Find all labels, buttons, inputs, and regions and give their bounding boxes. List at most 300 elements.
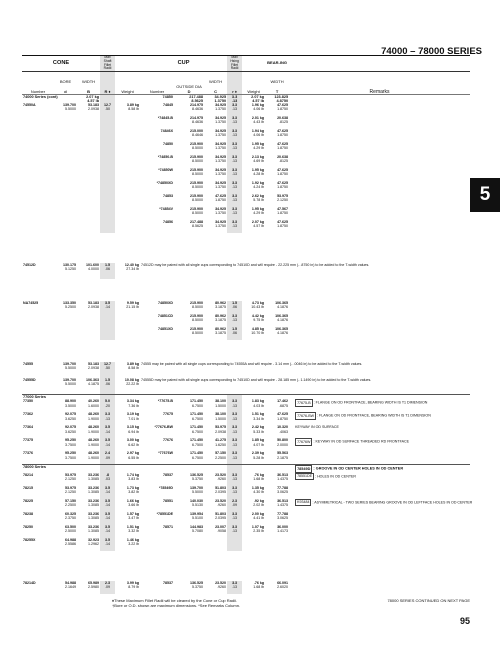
- cupwt-imperial: 4.06 lb: [253, 107, 265, 112]
- bore-metric: 139.700: [63, 362, 76, 367]
- cupwt-metric: 4.42 kg: [251, 314, 265, 319]
- table-row: [22, 181, 470, 194]
- r-metric: 1.5: [232, 327, 238, 332]
- T-imperial: 4.8750: [276, 99, 289, 104]
- r-metric: 3.3: [232, 116, 238, 121]
- cup_od-metric: 139.954: [190, 511, 204, 516]
- T-metric: 50.800: [277, 438, 289, 443]
- T-metric: 106.365: [275, 301, 289, 306]
- r-imperial: .13: [232, 584, 238, 589]
- cone-number: 78215: [23, 485, 33, 490]
- T-metric: 47.625: [277, 181, 289, 186]
- wt-imperial: 8.58 lb: [128, 366, 140, 371]
- T-metric: 66.091: [277, 580, 289, 585]
- remark-code: 77675-B: [297, 400, 311, 405]
- table-row: [22, 314, 470, 327]
- cup_w-imperial: 2.0395: [215, 515, 227, 520]
- cup_od-imperial: 5.5000: [192, 489, 204, 494]
- cup_od-metric: 215.900: [190, 207, 204, 212]
- cw-imperial: 1.3085: [88, 528, 100, 533]
- r-metric: 3.3: [231, 95, 238, 100]
- cup_od-metric: 214.975: [190, 116, 204, 121]
- wt-imperial: 27.34 lb: [126, 267, 140, 272]
- shaft-radii-header: R ♦: [100, 72, 115, 95]
- cupwt-imperial: 10.43 lb: [251, 305, 265, 310]
- wt-metric: 1.46 kg: [126, 537, 140, 542]
- bore-metric: 63.500: [65, 524, 76, 529]
- table-row: [22, 378, 470, 395]
- cupwt-metric: 1.95 kg: [251, 142, 265, 147]
- T-imperial: .8125: [279, 120, 289, 125]
- cupwt-metric: 1.83 kg: [251, 399, 265, 404]
- T-imperial: 1.8750: [277, 172, 289, 177]
- cup_w-imperial: .9260: [217, 476, 227, 481]
- bore-imperial: 5.5000: [65, 366, 76, 371]
- cup_od-imperial: 5.7080: [192, 528, 204, 533]
- r-metric: 3.3: [232, 511, 238, 516]
- cw-metric: 2.07 kg: [251, 95, 265, 100]
- r-metric: 3.3: [232, 168, 238, 173]
- T-imperial: 3.0625: [277, 515, 289, 520]
- cw-metric: 101.600: [86, 263, 100, 268]
- cup-number: *74850XD: [156, 181, 174, 186]
- cup_od-metric: 215.900: [190, 314, 204, 319]
- T-metric: 47.625: [277, 103, 289, 108]
- table-row: [22, 525, 470, 538]
- r-metric: 3.3: [232, 220, 238, 225]
- cup_w-imperial: 1.3750: [215, 133, 227, 138]
- T-imperial: 1.4375: [277, 476, 289, 481]
- T-imperial: 1.8750: [277, 211, 289, 216]
- footnotes: [112, 598, 240, 608]
- section-title: 77000 Series: [23, 395, 47, 400]
- R-metric: 3.5: [105, 524, 111, 529]
- cupwt-imperial: 4.69 lb: [253, 159, 265, 164]
- bore-metric: 54.988: [65, 580, 76, 585]
- cup-number: *78549D: [159, 485, 174, 490]
- cup_od-imperial: 8.5000: [192, 331, 204, 336]
- table-row: [22, 551, 470, 581]
- cupwt-metric: 1.95 kg: [251, 207, 265, 212]
- bore-imperial: 3.7500: [65, 442, 76, 447]
- T-metric: 106.365: [275, 314, 289, 319]
- wt-metric: 12.40 kg: [124, 263, 140, 268]
- r-imperial: .06: [232, 331, 238, 336]
- r-metric: 3.3: [232, 207, 238, 212]
- bore-metric: 88.900: [65, 399, 76, 404]
- bore-imperial: 3.5000: [65, 403, 76, 408]
- cone-number: 78238: [23, 511, 33, 516]
- cup_w-metric: 34.925: [215, 220, 227, 225]
- r-metric: 3.3: [232, 412, 238, 417]
- cup_od-metric: 136.525: [190, 580, 204, 585]
- T-metric: 36.000: [277, 524, 289, 529]
- cupwt-imperial: 4.43 lb: [253, 120, 265, 125]
- wt-metric: 1.73 kg: [126, 485, 140, 490]
- cup_od-imperial: 8.5000: [192, 198, 204, 203]
- cw-imperial: 1.9000: [88, 455, 100, 460]
- cw-imperial: 4.0000: [88, 267, 100, 272]
- R-imperial: .14: [105, 429, 111, 434]
- cw-metric: 33.236: [88, 472, 100, 477]
- cone-number-header: Number: [22, 72, 54, 95]
- cup_w-metric: 34.925: [215, 155, 227, 160]
- r-imperial: .13: [232, 455, 238, 460]
- cup_od-metric: 215.900: [190, 181, 204, 186]
- cup_od-imperial: 8.5000: [192, 146, 204, 151]
- table-row: 77375 95.250 3.7500 48.260 1.9000 3.5 .14 3.00 kg 6.62 lb 77676 171.450 6.7500 41.275 1.6250 3.3 .13 1.85 kg 4.07 lb 50.800 2.0000 77676W : KEYWAY IN OD SURFACE THREADED RD FRONTFACE: [22, 438, 470, 451]
- cup-number: 74853: [163, 194, 174, 199]
- cup_od-imperial: 8.5000: [192, 318, 204, 323]
- R-imperial: .14: [105, 442, 111, 447]
- cup_od-imperial: 6.7500: [192, 429, 204, 434]
- wt-metric: 1.66 kg: [126, 498, 140, 503]
- r-metric: 3.3: [232, 438, 238, 443]
- cup_w-imperial: 1.3750: [215, 185, 227, 190]
- T-metric: 47.625: [277, 220, 289, 225]
- bore-imperial: 3.7500: [65, 455, 76, 460]
- table-header: [22, 56, 470, 95]
- T-metric: 47.567: [277, 207, 289, 212]
- cupwt-metric: 2.01 kg: [251, 116, 265, 121]
- R-metric: 1.5: [105, 263, 111, 268]
- remark-text: FLANGE ON OD FRONTFACE, BEARING WIDTH IS T1 DIMENSION: [319, 413, 431, 418]
- r-metric: 2.3: [232, 498, 238, 503]
- cw-metric: 33.236: [88, 498, 100, 503]
- remark-text: ASYMMETRICAL - TWO SERIES BEARING GROOVE IN OD LEFTFACE HOLES IN OD CENTER: [314, 500, 473, 505]
- table-row: [22, 103, 470, 116]
- cup-number: 78537: [163, 472, 174, 477]
- cup-number: 78537: [163, 580, 174, 585]
- r-imperial: .13: [231, 99, 238, 104]
- table-row: [22, 233, 470, 263]
- bore-imperial: 2.1250: [65, 489, 76, 494]
- R-imperial: .14: [105, 528, 111, 533]
- cup_w-imperial: 1.3750: [215, 146, 227, 151]
- cupwt-imperial: 4.57 lb: [253, 224, 265, 229]
- cw-imperial: 1.2962: [88, 541, 100, 546]
- cup_w-metric: 41.275: [215, 438, 227, 443]
- cup-number: *74850W: [158, 168, 174, 173]
- wt-metric: 3.89 kg: [126, 103, 140, 108]
- T-metric: 20.638: [277, 116, 289, 121]
- R-metric: 1.5: [105, 378, 111, 383]
- T-imperial: 1.8750: [277, 224, 289, 229]
- cw-metric: 32.923: [88, 537, 100, 542]
- bore-imperial: 2.2500: [65, 502, 76, 507]
- bore-metric: 139.700: [63, 103, 76, 108]
- R-metric: 2.3: [105, 580, 111, 585]
- cup_w-metric: 23.520: [215, 472, 227, 477]
- cup_w-metric: 38.100: [215, 399, 227, 404]
- cw-imperial: 1.3085: [88, 476, 100, 481]
- cup_w-imperial: 1.5000: [215, 403, 227, 408]
- R-imperial: .14: [105, 305, 111, 310]
- cup_od-metric: 144.983: [190, 524, 204, 529]
- cup_w-imperial: 1.3750: [215, 211, 227, 216]
- T-imperial: 2.0000: [277, 442, 289, 447]
- footnote-bore: †Bore or O.D. shown are maximum dimensions. *See Remarks Column.: [112, 603, 241, 608]
- r-metric: 3.3: [232, 155, 238, 160]
- max-housing-fillet-header: Max Hsing Fillet Radii: [227, 56, 242, 72]
- cup_w-metric: 34.925: [215, 116, 227, 121]
- cup_od-metric: 139.700: [190, 485, 204, 490]
- cup_od-metric: 215.900: [190, 194, 204, 199]
- cupwt-metric: 1.94 kg: [251, 129, 265, 134]
- T-imperial: 1.4173: [277, 528, 289, 533]
- R-imperial: .03: [105, 476, 111, 481]
- r-metric: 3.3: [232, 314, 238, 319]
- cup_w-imperial: 3.1875: [215, 318, 227, 323]
- T-metric: 77.788: [277, 485, 289, 490]
- cupwt-metric: 1.96 kg: [251, 103, 265, 108]
- cw-imperial: 1.6000: [88, 403, 100, 408]
- r-imperial: .13: [232, 185, 238, 190]
- table-row: [22, 581, 470, 594]
- wt-metric: 1.57 kg: [126, 511, 140, 516]
- r-metric: 3.3: [232, 472, 238, 477]
- cup-number: 74846X: [160, 129, 174, 134]
- T-metric: 106.365: [275, 327, 289, 332]
- cup_w-metric: 57.150: [215, 451, 227, 456]
- R-imperial: .14: [105, 515, 111, 520]
- cw-metric: 106.363: [86, 378, 100, 383]
- table-row: [22, 340, 470, 362]
- T-imperial: 4.1876: [277, 318, 289, 323]
- wt-imperial: 8.79 lb: [128, 584, 140, 589]
- cup_w-imperial: 1.3750: [215, 159, 227, 164]
- bore-metric: 64.988: [65, 537, 76, 542]
- cup_od-metric: 171.450: [190, 425, 204, 430]
- cup-header: CUP: [140, 56, 227, 72]
- cup_w-imperial: 1.5000: [215, 416, 227, 421]
- cup_w-metric: 47.625: [215, 194, 227, 199]
- cup-number: *77675-B: [157, 399, 174, 404]
- cup_od-imperial: 5.3750: [192, 584, 204, 589]
- cw-metric: 2.07 kg: [86, 95, 100, 100]
- remark-code: 77676W: [297, 439, 311, 444]
- cup-number: 74850: [162, 95, 174, 100]
- r-imperial: .13: [232, 120, 238, 125]
- cup_w-imperial: 1.3750: [215, 172, 227, 177]
- cw-metric: 48.260: [88, 438, 100, 443]
- cup_w-metric: 34.925: [215, 168, 227, 173]
- wt-metric: 3.19 kg: [126, 412, 140, 417]
- wt-imperial: 3.47 lb: [128, 515, 140, 520]
- cw-metric: 48.260: [88, 425, 100, 430]
- cup_w-imperial: .9260: [217, 502, 227, 507]
- cup_w-imperial: 1.3750: [215, 107, 227, 112]
- cupwt-metric: 2.62 kg: [251, 194, 265, 199]
- bore-metric: 53.975: [65, 472, 76, 477]
- cupwt-metric: 4.85 kg: [251, 327, 265, 332]
- r-imperial: .13: [232, 159, 238, 164]
- cup-width-header: WIDTH C: [204, 72, 227, 95]
- cupwt-imperial: 1.68 lb: [253, 584, 265, 589]
- remark-text: FLANGE ON OD FRONTFACE, BEARING WIDTH IS T1 DIMENSION: [315, 400, 428, 405]
- table-row: [22, 538, 470, 551]
- R-metric: 3.5: [105, 537, 111, 542]
- cup-number: 74850: [163, 142, 174, 147]
- cone-number: 77376: [23, 451, 33, 456]
- section-row: 78000 Series 78549D : GROOVE IN OD CENTER HOLES IN OD CENTER: [22, 465, 470, 473]
- cup_w-metric: 34.925: [215, 129, 227, 134]
- R-metric: 2.4: [105, 451, 111, 456]
- cup_od-metric: 217.488: [190, 220, 204, 225]
- R-imperial: .50: [105, 107, 111, 112]
- wt-metric: 3.99 kg: [126, 580, 140, 585]
- cup_od-metric: 214.975: [190, 103, 204, 108]
- cone-number: 74512D: [23, 263, 36, 268]
- cup_od-metric: 140.030: [190, 498, 204, 503]
- cup_od-metric: 215.900: [190, 327, 204, 332]
- r-metric: 3.3: [232, 485, 238, 490]
- cw-imperial: 1.3085: [88, 489, 100, 494]
- table-body: [22, 95, 473, 594]
- R-imperial: .13: [105, 416, 111, 421]
- table-row: [22, 512, 470, 525]
- cup_od-imperial: 8.4636: [192, 120, 204, 125]
- cupwt-imperial: 10.70 lb: [251, 331, 265, 336]
- cw-metric: 65.989: [88, 580, 100, 585]
- cw-metric: 33.236: [88, 485, 100, 490]
- T-metric: 20.638: [277, 155, 289, 160]
- cupwt-metric: 1.92 kg: [251, 181, 265, 186]
- cone-header: CONE: [22, 56, 100, 72]
- R-imperial: .06: [105, 267, 111, 272]
- cup_od-imperial: 8.5000: [192, 172, 204, 177]
- cup_od-metric: 136.525: [190, 472, 204, 477]
- section-title: 74000 Series (cont): [23, 95, 58, 100]
- T-imperial: 3.0625: [277, 489, 289, 494]
- cup_od-imperial: 6.7500: [192, 455, 204, 460]
- cupwt-imperial: 4.28 lb: [253, 172, 265, 177]
- wt-imperial: 3.83 lb: [128, 476, 140, 481]
- T-imperial: 1.4375: [277, 502, 289, 507]
- bore-metric: 95.250: [65, 438, 76, 443]
- wt-metric: 3.34 kg: [126, 399, 140, 404]
- cup_od-imperial: 6.7500: [192, 403, 204, 408]
- cup_od-imperial: 8.5625: [191, 99, 204, 104]
- wt-metric: 1.51 kg: [126, 524, 140, 529]
- bore-metric: 92.075: [65, 425, 76, 430]
- remark-code: 78549D: [297, 466, 311, 471]
- cupwt-metric: 2.00 kg: [251, 511, 265, 516]
- wt-imperial: 3.32 lb: [128, 528, 140, 533]
- cup_od-imperial: 8.5000: [192, 211, 204, 216]
- T-imperial: 1.8750: [277, 107, 289, 112]
- cw-metric: 48.260: [88, 451, 100, 456]
- r-metric: 3.3: [232, 524, 238, 529]
- wt-imperial: 6.62 lb: [128, 442, 140, 447]
- wt-imperial: 7.01 lb: [128, 416, 140, 421]
- R-imperial: .06: [105, 382, 111, 387]
- table-row: 78214 53.975 2.1250 33.236 1.3085 .8 .03 1.74 kg 3.83 lb 78537 136.525 5.3750 23.520 .9260 3.3 .13 .76 kg 1.68 lb 36.513 1.4375 78551DE : HOLES IN OD CENTER: [22, 473, 470, 486]
- table-row: [22, 362, 470, 378]
- cup_od-metric: 171.450: [190, 412, 204, 417]
- pairing-note: 74555D may be paired with all single cups corresponding to 74510D and will require - 28.185 mm (- 1.1490 in) to be added to the T-width values.: [141, 378, 372, 383]
- T-metric: 47.625: [277, 129, 289, 134]
- R-metric: 3.5: [105, 511, 111, 516]
- r-imperial: .13: [232, 146, 238, 151]
- table-row: [22, 168, 470, 181]
- cup-weight-header: Weight: [242, 72, 265, 95]
- max-shaft-fillet-header: Max Shaft Fillet Radii: [100, 56, 115, 72]
- cone-number: 74555D: [23, 378, 36, 383]
- cup_w-imperial: 1.8750: [215, 198, 227, 203]
- bore-header: BORE d: [54, 72, 77, 95]
- table-row: 77362 92.075 3.6250 48.260 1.9000 3.3 .13 3.19 kg 7.01 lb 77675 171.450 6.7500 38.100 1.5000 3.3 .13 1.51 kg 3.34 lb 47.625 1.8750 77676-BW : FLANGE ON OD FRONTFACE, BEARING WIDTH IS T1 DIMENSION: [22, 412, 470, 425]
- cup_od-imperial: 5.5100: [192, 515, 204, 520]
- remark-text: KEYWAY IN OD SURFACE: [295, 425, 339, 430]
- remark-text: KEYWAY IN OD SURFACE THREADED RD FRONTFACE: [315, 439, 409, 444]
- T-metric: 47.625: [277, 412, 289, 417]
- table-row: [22, 116, 470, 129]
- T-metric: 55.563: [277, 451, 289, 456]
- cup_od-metric: 215.900: [190, 155, 204, 160]
- T-imperial: 1.8750: [277, 185, 289, 190]
- cup_w-imperial: 1.6250: [215, 442, 227, 447]
- bore-metric: 92.075: [65, 412, 76, 417]
- bore-imperial: 2.5586: [65, 541, 76, 546]
- cupwt-imperial: 3.34 lb: [253, 416, 265, 421]
- cw-metric: 33.236: [88, 511, 100, 516]
- cup_w-imperial: 1.3750: [215, 120, 227, 125]
- cup-number: *74854V: [159, 207, 174, 212]
- T-imperial: 2.1875: [277, 455, 289, 460]
- r-metric: 3.3: [232, 399, 238, 404]
- page-number: 95: [459, 616, 470, 626]
- R-metric: 3.5: [105, 425, 111, 430]
- cw-imperial: 1.3085: [88, 515, 100, 520]
- cupwt-imperial: 1.68 lb: [253, 476, 265, 481]
- cup_w-metric: 53.975: [215, 425, 227, 430]
- cupwt-metric: .92 kg: [253, 498, 265, 503]
- cone-number: 78225: [23, 498, 33, 503]
- r-imperial: .13: [232, 107, 238, 112]
- r-imperial: .13: [232, 224, 238, 229]
- table-row: [22, 425, 470, 438]
- bore-imperial: 5.5000: [65, 107, 76, 112]
- cw-imperial: 1.9000: [88, 429, 100, 434]
- R-metric: 12.7: [104, 362, 112, 367]
- cone-number: 77350: [23, 399, 33, 404]
- cw-imperial: 2.0938: [88, 305, 100, 310]
- housing-radii-header: r ♦: [227, 72, 242, 95]
- cw-metric: 40.260: [88, 399, 100, 404]
- cw-imperial: 4.1875: [88, 382, 100, 387]
- cup_w-metric: 51.803: [215, 485, 227, 490]
- cone-weight-header: Weight: [115, 72, 140, 95]
- bore-metric: 53.975: [65, 485, 76, 490]
- wt-imperial: 3.22 lb: [128, 541, 140, 546]
- cw-metric: 48.260: [88, 412, 100, 417]
- table-row: [22, 155, 470, 168]
- cup_w-metric: 34.925: [215, 207, 227, 212]
- cup_w-imperial: 2.0938: [215, 429, 227, 434]
- R-imperial: .09: [105, 455, 111, 460]
- wt-metric: 1.74 kg: [126, 472, 140, 477]
- R-imperial: .14: [105, 541, 111, 546]
- cup_od-imperial: 5.3750: [192, 476, 204, 481]
- cup-number: *74845-B: [157, 116, 174, 121]
- bore-imperial: 3.6250: [65, 429, 76, 434]
- pairing-note: 74555 may be paired with all single cups corresponding to 74555A and will require - 3.14 mm (- .0046 in) to be added to the T-width values.: [141, 362, 363, 367]
- remarks-header: Remarks: [289, 72, 470, 95]
- cw-imperial: 4.57 lb: [87, 99, 100, 104]
- bearing-width-header: WIDTH T: [265, 72, 289, 95]
- cw-imperial: 1.9000: [88, 442, 100, 447]
